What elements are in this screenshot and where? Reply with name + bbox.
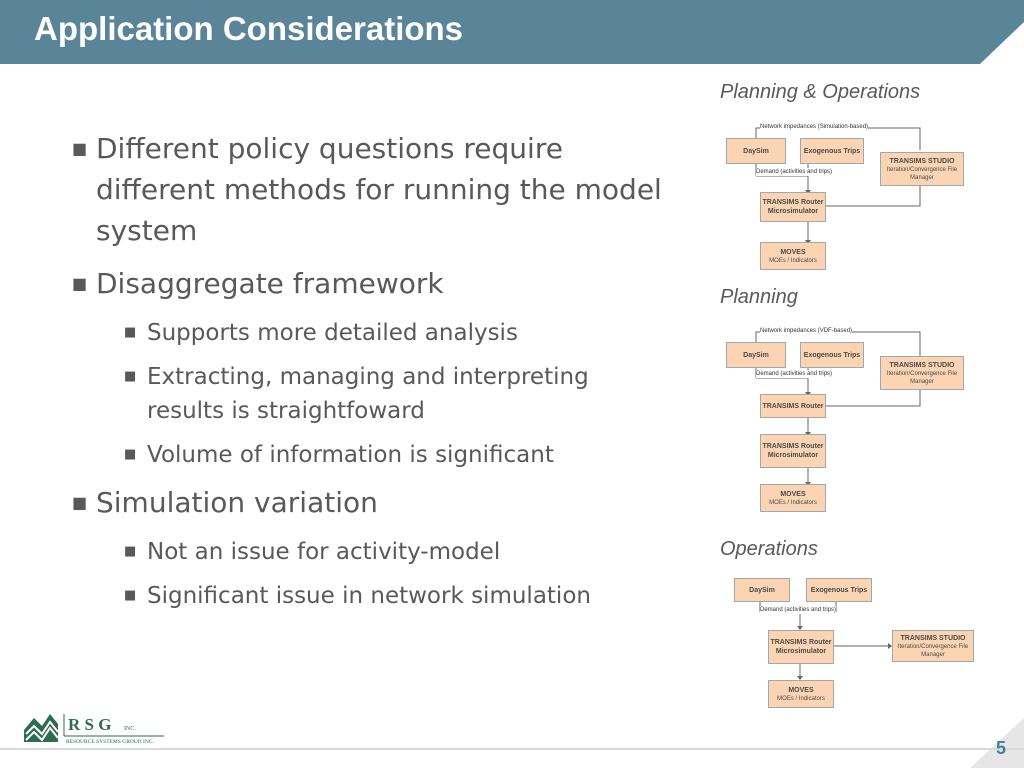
page-number: 5 xyxy=(995,738,1006,758)
exogenous-trips-box: Exogenous Trips xyxy=(806,578,872,602)
square-bullet-icon: ■ xyxy=(124,544,137,559)
sub-bullet-item: ■ Significant issue in network simulation xyxy=(72,579,672,613)
square-bullet-icon: ■ xyxy=(124,325,137,340)
rsg-logo-mark xyxy=(24,708,174,744)
diagram-label-planning: Planning xyxy=(720,286,798,308)
demand-label: Demand (activities and trips) xyxy=(756,371,833,377)
bullet-item: ■ Simulation variation xyxy=(72,482,672,523)
loop-label: Network impedances (VDF-based) xyxy=(760,328,853,334)
logo-suffix: INC. xyxy=(124,726,136,732)
transims-studio-box: TRANSIMS STUDIO Iteration/Convergence File Manager xyxy=(880,356,964,390)
daysim-box: DaySim xyxy=(734,578,790,602)
rsg-logo xyxy=(24,708,174,748)
demand-label: Demand (activities and trips) xyxy=(756,169,833,175)
sub-bullet-item: ■ Extracting, managing and interpreting results is straightfoward xyxy=(72,360,672,428)
loop-label: Network impedances (Simulation-based) xyxy=(760,124,869,130)
diagram-label-planning-operations: Planning & Operations xyxy=(720,81,921,103)
daysim-box: DaySim xyxy=(726,138,786,164)
footer-divider xyxy=(0,748,1024,750)
title-bar xyxy=(0,0,1024,64)
square-bullet-icon: ■ xyxy=(72,493,88,512)
transims-router-box: TRANSIMS Router Microsimulator xyxy=(760,192,826,222)
transims-router-box: TRANSIMS Router Microsimulator xyxy=(768,630,834,664)
square-bullet-icon: ■ xyxy=(124,588,137,603)
bullet-item: ■ Different policy questions require different methods for running the model system xyxy=(72,128,672,251)
moves-box: MOVES MOEs / Indicators xyxy=(760,242,826,270)
footer-corner-shape xyxy=(940,718,1024,768)
exogenous-trips-box: Exogenous Trips xyxy=(800,342,864,368)
moves-box: MOVES MOEs / Indicators xyxy=(768,680,834,708)
exogenous-trips-box: Exogenous Trips xyxy=(800,138,864,164)
transims-router-box: TRANSIMS Router xyxy=(760,394,826,418)
square-bullet-icon: ■ xyxy=(72,139,88,158)
flow-diagram-operations xyxy=(730,576,980,710)
bullet-list xyxy=(72,128,672,623)
sub-bullet-item: ■ Supports more detailed analysis xyxy=(72,316,672,350)
daysim-box: DaySim xyxy=(726,342,786,368)
transims-studio-box: TRANSIMS STUDIO Iteration/Convergence File Manager xyxy=(892,630,974,662)
slide-title: Application Considerations xyxy=(34,10,464,47)
transims-studio-box: TRANSIMS STUDIO Iteration/Convergence File Manager xyxy=(880,152,964,186)
sub-bullet-item: ■ Not an issue for activity-model xyxy=(72,535,672,569)
square-bullet-icon: ■ xyxy=(72,274,88,293)
flow-diagram-planning xyxy=(720,322,970,514)
demand-label: Demand (activities and trips) xyxy=(760,607,837,613)
diagram-label-operations: Operations xyxy=(720,538,818,560)
sub-bullet-item: ■ Volume of information is significant xyxy=(72,438,672,472)
square-bullet-icon: ■ xyxy=(124,447,137,462)
flow-diagram-planning-operations xyxy=(720,118,970,274)
moves-box: MOVES MOEs / Indicators xyxy=(760,484,826,512)
logo-letters: R S G xyxy=(68,715,112,734)
square-bullet-icon: ■ xyxy=(124,369,137,384)
bullet-item: ■ Disaggregate framework xyxy=(72,263,672,304)
transims-microsimulator-box: TRANSIMS Router Microsimulator xyxy=(760,434,826,468)
logo-company-name: RESOURCE SYSTEMS GROUP, INC. xyxy=(66,739,154,744)
